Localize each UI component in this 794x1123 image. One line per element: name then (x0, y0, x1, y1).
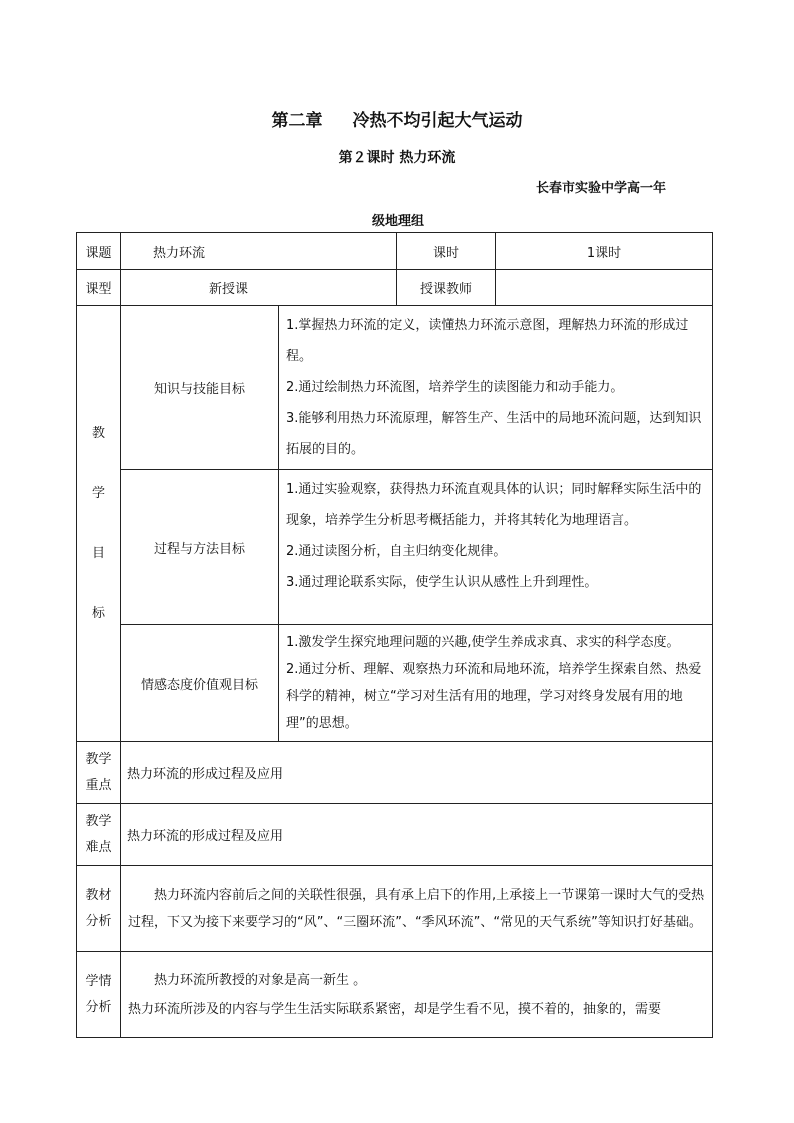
teacher-label: 授课教师 (397, 270, 496, 306)
type-label: 课型 (77, 270, 121, 306)
objectives-label-char: 目 (91, 545, 105, 561)
process-objective-label: 过程与方法目标 (121, 470, 279, 625)
key-points-label (77, 742, 121, 804)
student-analysis-line: 热力环流所教授的对象是高一新生 。 (154, 972, 367, 988)
row-knowledge-objective (77, 306, 713, 470)
textbook-label-line: 分析 (85, 913, 112, 929)
row-textbook-analysis (77, 866, 713, 952)
process-item: 1.通过实验观察，获得热力环流直观具体的认识；同时解释实际生活中的现象，培养学生分析思考概括能力，并将其转化为地理语言。 (286, 482, 702, 528)
teacher-value (496, 270, 713, 306)
key-points-value: 热力环流的形成过程及应用 (121, 742, 713, 804)
row-type (77, 270, 713, 306)
objectives-label (77, 306, 121, 742)
student-analysis-label (77, 952, 121, 1038)
lesson-plan-table (76, 232, 713, 1038)
textbook-label-line: 教材 (85, 887, 112, 903)
hours-label: 课时 (397, 233, 496, 270)
key-points-label-line: 重点 (85, 777, 112, 793)
knowledge-item: 2.通过绘制热力环流图，培养学生的读图能力和动手能力。 (286, 380, 624, 395)
emotion-item: 2.通过分析、理解、观察热力环流和局地环流，培养学生探索自然、热爱科学的精神，树立“学习对生活有用的地理，学习对终身发展有用的地理”的思想。 (286, 662, 702, 731)
topic-label: 课题 (77, 233, 121, 270)
process-objective-content (279, 470, 713, 625)
student-analysis-line: 热力环流所涉及的内容与学生生活实际联系紧密，却是学生看不见，摸不着的，抽象的，需要 (128, 1001, 662, 1017)
objectives-label-char: 学 (91, 485, 105, 501)
difficult-points-value: 热力环流的形成过程及应用 (121, 804, 713, 866)
difficult-points-label (77, 804, 121, 866)
school-line-2: 级地理组 (372, 214, 425, 229)
emotion-objective-content (279, 625, 713, 742)
row-difficult-points (77, 804, 713, 866)
student-analysis-value (121, 952, 713, 1038)
process-item: 3.通过理论联系实际，使学生认识从感性上升到理性。 (286, 575, 598, 590)
chapter-name: 冷热不均引起大气运动 (352, 111, 523, 131)
knowledge-objective-label: 知识与技能目标 (121, 306, 279, 470)
emotion-objective-label: 情感态度价值观目标 (121, 625, 279, 742)
textbook-analysis-label (77, 866, 121, 952)
knowledge-item: 3.能够利用热力环流原理，解答生产、生活中的局地环流问题，达到知识拓展的目的。 (286, 411, 702, 457)
lesson-subtitle: 第２课时 热力环流 (338, 150, 456, 166)
topic-value: 热力环流 (121, 233, 397, 270)
type-value: 新授课 (121, 270, 397, 306)
difficult-points-label-line: 教学 (85, 813, 112, 829)
chapter-number: 第二章 (271, 111, 323, 131)
row-emotion-objective (77, 625, 713, 742)
school-line-1: 长春市实验中学高一年 (536, 181, 667, 196)
student-label-line: 分析 (85, 999, 112, 1015)
row-topic (77, 233, 713, 270)
difficult-points-label-line: 难点 (85, 839, 112, 855)
objectives-label-char: 标 (91, 605, 105, 621)
knowledge-item: 1.掌握热力环流的定义，读懂热力环流示意图，理解热力环流的形成过程。 (286, 318, 689, 364)
objectives-label-char: 教 (91, 425, 105, 441)
student-label-line: 学情 (85, 973, 112, 989)
process-item: 2.通过读图分析，自主归纳变化规律。 (286, 544, 507, 559)
key-points-label-line: 教学 (85, 751, 112, 767)
row-process-objective (77, 470, 713, 625)
knowledge-objective-content (279, 306, 713, 470)
textbook-analysis-value: 热力环流内容前后之间的关联性很强，具有承上启下的作用,上承接上一节课第一课时大气的受热过程，下又为接下来要学习的“风”、“三圈环流”、“季风环流”、“常见的天气系统”等知识打好基础。 (121, 866, 713, 952)
row-key-points (77, 742, 713, 804)
row-student-analysis (77, 952, 713, 1038)
emotion-item: 1.激发学生探究地理问题的兴趣,使学生养成求真、求实的科学态度。 (286, 635, 680, 650)
chapter-title (0, 106, 794, 131)
hours-value: 1课时 (496, 233, 713, 270)
